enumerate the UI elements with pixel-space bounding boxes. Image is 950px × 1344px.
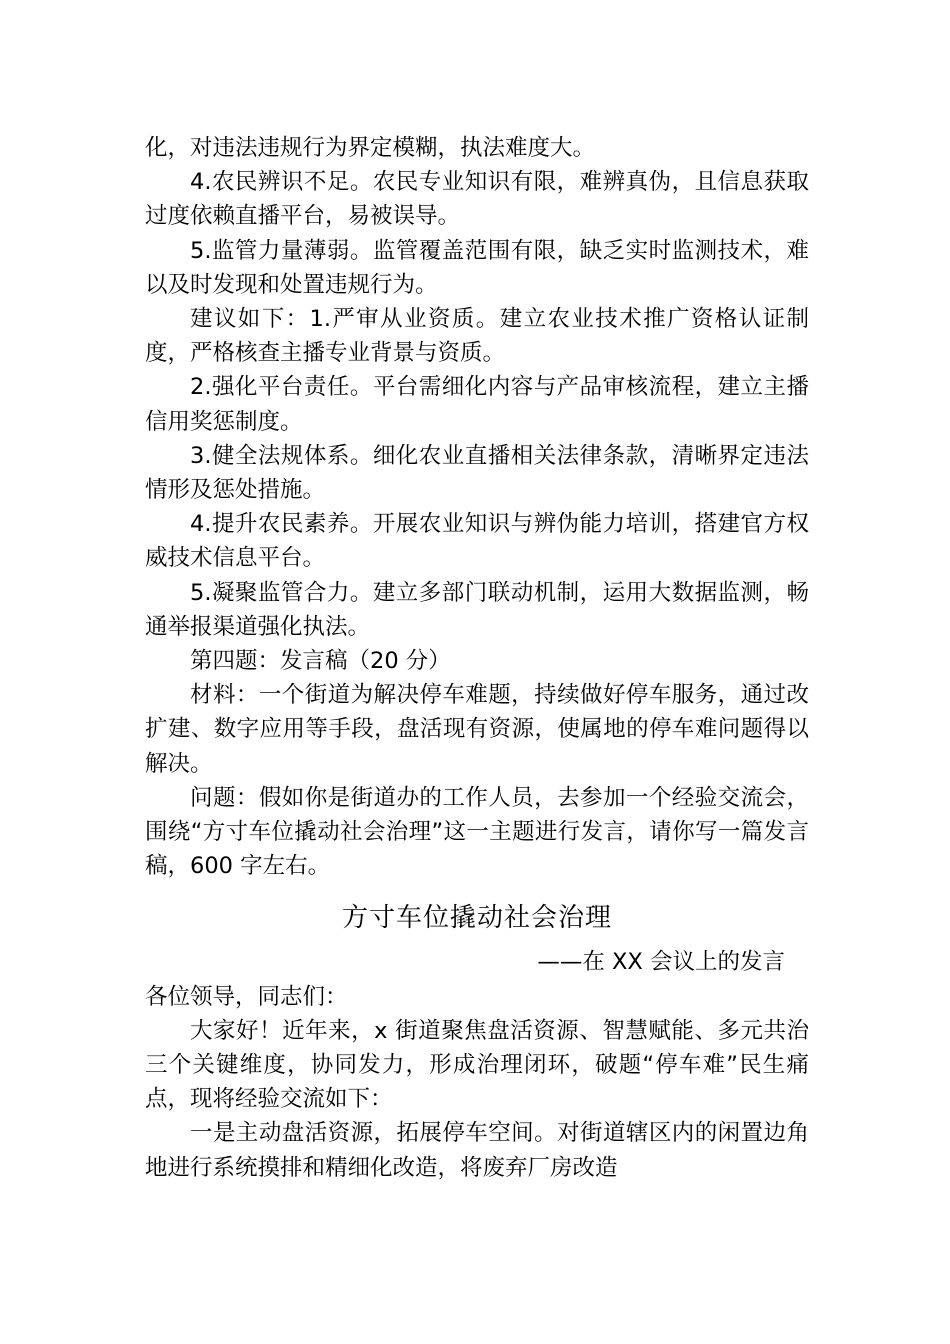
essay-title: 方寸车位撬动社会治理: [341, 903, 612, 934]
paragraph-suggestion-2: 2.强化平台责任。平台需细化内容与产品审核流程，建立主播信用奖惩制度。: [145, 374, 809, 435]
paragraph-suggestion-3: 3.健全法规体系。细化农业直播相关法律条款，清晰界定违法情形及惩处措施。: [145, 442, 809, 504]
paragraph-continuation: 化，对违法违规行为界定模糊，执法难度大。: [145, 135, 596, 161]
paragraph-greeting: 大家好！近年来，x 街道聚焦盘活资源、智慧赋能、多元共治三个关键维度，协同发力，形成治理闭环，破题“停车难”民生痛点，现将经验交流如下：: [145, 1017, 809, 1113]
document-body: [145, 131, 809, 1185]
salutation: 各位领导，同志们：: [145, 983, 348, 1010]
paragraph-suggestion-5: 5.凝聚监管合力。建立多部门联动机制，运用大数据监测，畅通举报渠道强化执法。: [145, 579, 809, 640]
paragraph-point-4: 4.农民辨识不足。农民专业知识有限，难辨真伪，且信息获取过度依赖直播平台，易被误导。: [145, 169, 809, 230]
paragraph-suggestion-4: 4.提升农民素养。开展农业知识与辨伪能力培训，搭建官方权威技术信息平台。: [145, 511, 809, 572]
question-heading: 第四题：发言稿（20 分）: [190, 648, 451, 675]
paragraph-question: 问题：假如你是街道办的工作人员，去参加一个经验交流会，围绕“方寸车位撬动社会治理”这一主题进行发言，请你写一篇发言稿，600 字左右。: [145, 784, 809, 880]
paragraph-point-one: 一是主动盘活资源，拓展停车空间。对街道辖区内的闲置边角地进行系统摸排和精细化改造，将废弃厂房改造: [145, 1120, 809, 1181]
paragraph-point-5: 5.监管力量薄弱。监管覆盖范围有限，缺乏实时监测技术，难以及时发现和处置违规行为。: [145, 237, 809, 298]
paragraph-suggestions: 建议如下：1.严审从业资质。建立农业技术推广资格认证制度，严格核查主播专业背景与资质。: [145, 306, 809, 367]
paragraph-material: 材料：一个街道为解决停车难题，持续做好停车服务，通过改扩建、数字应用等手段，盘活现有资源，使属地的停车难问题得以解决。: [145, 682, 809, 777]
essay-subtitle: ——在 XX 会议上的发言: [537, 949, 785, 976]
